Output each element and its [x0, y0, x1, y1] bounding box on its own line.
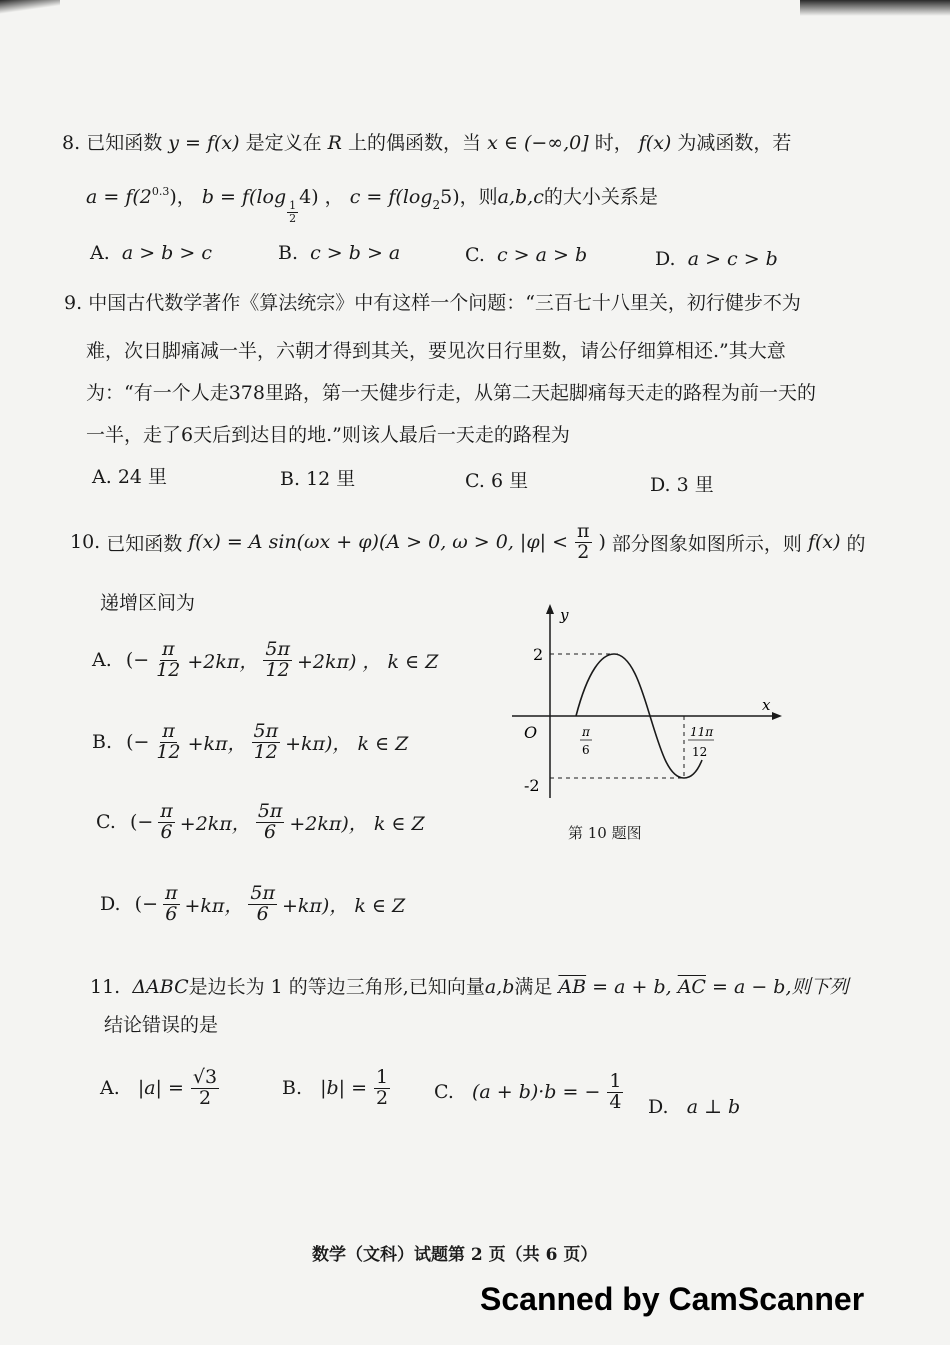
q8-option-d [655, 248, 778, 270]
frac-den: 12 [156, 740, 181, 763]
option-label: C. [434, 1081, 454, 1104]
q8-line1 [62, 128, 791, 155]
option-open: (− [129, 811, 154, 834]
q8-text: 为减函数，若 [677, 132, 792, 154]
frac-num: 5π [265, 638, 290, 660]
x2-label-num: 11π [690, 725, 714, 739]
frac-den: 6 [160, 820, 173, 843]
q8-option-c [465, 244, 587, 266]
q10-line1 [70, 522, 866, 563]
frac-num: 5π [250, 882, 275, 904]
option-frac1 [154, 640, 182, 681]
frac-den: 6 [264, 820, 277, 843]
option-frac2 [248, 884, 277, 925]
q11-option-b [282, 1068, 391, 1109]
option-text: 6 里 [490, 470, 529, 492]
option-label: C. [465, 244, 485, 266]
option-frac [191, 1068, 219, 1109]
q11-line2: 结论错误的是 [104, 1014, 219, 1036]
q8-text: 时， [594, 132, 633, 154]
q10-line2: 递增区间为 [100, 592, 196, 614]
option-text: 3 里 [676, 474, 714, 496]
q8-function: y = f(x) [168, 132, 240, 154]
q10-fx: f(x) [807, 531, 841, 554]
option-text: c > a > b [497, 244, 588, 266]
option-label: A. [100, 1077, 120, 1100]
q10-number: 10. [70, 531, 101, 554]
frac-den: 6 [256, 902, 269, 925]
q8-a-exponent: 0.3 [151, 185, 170, 198]
q8-b-base-num: 1 [289, 199, 297, 212]
q8-abc: a,b,c [497, 186, 544, 208]
q11-text: 满足 [514, 976, 553, 998]
option-end: +2kπ) ， k ∈ Z [296, 650, 439, 673]
page-footer: 数学（文科）试题第 2 页（共 6 页） [312, 1245, 598, 1265]
option-lhs: |b| = [320, 1077, 367, 1100]
q8-punct: )， [169, 186, 196, 208]
q10-option-a [92, 640, 438, 681]
option-open: (− [126, 731, 150, 754]
q8-number: 8. [62, 132, 81, 154]
frac-num: 5π [253, 720, 279, 742]
q10-formula: f(x) = A sin(ωx + φ)(A > 0, ω > 0, |φ| < [188, 531, 568, 554]
frac-num: √3 [192, 1066, 218, 1088]
option-text: a > c > b [687, 248, 778, 270]
frac-num: π [577, 520, 590, 542]
frac-num: π [162, 638, 175, 660]
option-text: 24 里 [117, 466, 168, 488]
frac-num: 1 [376, 1066, 389, 1088]
option-label: D. [655, 248, 676, 270]
option-end: +kπ)， k ∈ Z [282, 894, 406, 917]
option-frac [607, 1072, 623, 1113]
q8-tail: 的大小关系是 [543, 186, 658, 208]
q8-text: 已知函数 [86, 132, 163, 154]
option-end: +2kπ)， k ∈ Z [289, 812, 425, 835]
q10-option-c [96, 802, 425, 843]
q9-option-b [280, 464, 355, 491]
q8-line2 [86, 182, 658, 224]
option-frac2 [263, 640, 292, 681]
option-frac1 [163, 884, 180, 925]
q10-intro: 已知函数 [106, 532, 183, 555]
option-lhs: |a| = [137, 1077, 184, 1100]
q11-option-c [434, 1072, 624, 1113]
q8-option-b [278, 242, 400, 264]
q10-caption: 第 10 题图 [568, 824, 642, 842]
q9-line1 [64, 288, 801, 315]
q8-c-base: 2 [432, 198, 441, 212]
q10-close: ) [598, 531, 606, 554]
q11-text: 是边长为 1 的等边三角形,已知向量 [188, 976, 485, 998]
q11-eq2: = a − b,则下列 [712, 976, 849, 998]
q11-line1 [90, 972, 849, 999]
option-end: +kπ)， k ∈ Z [285, 732, 409, 755]
option-label: B. [282, 1077, 303, 1100]
scan-shadow-left [0, 0, 60, 14]
option-frac [374, 1068, 390, 1109]
option-lhs: (a + b)·b = − [471, 1081, 601, 1104]
q11-vectors: a,b [484, 976, 515, 998]
option-text: 12 里 [306, 468, 356, 490]
option-label: D. [650, 474, 671, 496]
option-mid: +2kπ， [187, 650, 259, 673]
q8-interval: x ∈ (−∞,0] [487, 132, 589, 154]
q10-option-d [100, 884, 405, 925]
option-frac1 [154, 722, 182, 763]
q11-number: 11. [90, 976, 121, 998]
q10-sine-graph [500, 598, 790, 810]
option-open: (− [134, 893, 158, 916]
ymax-label: 2 [533, 645, 544, 664]
frac-num: π [162, 720, 175, 742]
q9-text: 中国古代数学著作《算法统宗》中有这样一个问题：“三百七十八里关，初行健步不为 [88, 292, 801, 314]
scan-shadow-right [800, 0, 950, 16]
frac-den: 2 [577, 540, 590, 563]
x-axis-label: x [762, 696, 771, 714]
option-label: A. [90, 242, 110, 264]
option-label: B. [92, 731, 113, 754]
option-text: c > b > a [310, 242, 401, 264]
frac-den: 2 [376, 1086, 389, 1109]
q8-real-set: R [327, 132, 342, 154]
option-frac2 [252, 722, 281, 763]
option-label: C. [96, 811, 116, 834]
q11-vector-AB: $\overline{AB}$ [558, 976, 587, 998]
option-label: D. [648, 1096, 669, 1118]
q8-b-base [287, 200, 298, 224]
frac-num: π [160, 800, 173, 822]
origin-label: O [524, 723, 538, 742]
option-frac1 [158, 802, 175, 843]
q10-option-b [92, 722, 408, 763]
q9-option-a [92, 462, 167, 489]
q8-text: 上的偶函数，当 [348, 132, 482, 154]
frac-den: 12 [156, 658, 181, 681]
q10-phi-bound [575, 522, 592, 563]
frac-num: π [165, 882, 178, 904]
frac-den: 4 [609, 1090, 622, 1113]
q11-vector-AC: $\overline{AC}$ [677, 976, 706, 998]
frac-den: 6 [165, 902, 178, 925]
q8-a-def: a = f(2 [86, 186, 152, 208]
q8-b-arg: 4) ， [299, 186, 344, 208]
q9-option-d [650, 470, 714, 497]
frac-num: 1 [609, 1070, 622, 1092]
q9-line4: 一半，走了6天后到达目的地.”则该人最后一天走的路程为 [86, 424, 570, 446]
option-text: a > b > c [121, 242, 212, 264]
option-lhs: a ⊥ b [686, 1096, 741, 1118]
x2-label-den: 12 [692, 745, 708, 759]
x1-label-num: π [582, 725, 590, 739]
option-label: C. [465, 470, 485, 492]
q8-b-def: b = f(log [201, 186, 287, 208]
q8-b-base-den: 2 [289, 211, 297, 225]
option-label: A. [92, 466, 112, 488]
option-mid: +kπ， [184, 894, 244, 917]
q9-line3: 为：“有一个人走378里路，第一天健步行走，从第二天起脚痛每天走的路程为前一天的 [86, 382, 816, 404]
frac-num: 5π [257, 800, 283, 822]
frac-den: 12 [265, 658, 290, 681]
q11-option-a [100, 1068, 220, 1109]
q11-option-d [648, 1096, 740, 1118]
ymin-label: -2 [524, 776, 540, 795]
q9-option-c [465, 466, 528, 493]
q11-eq1: = a + b, [592, 976, 672, 998]
q8-option-a [90, 242, 212, 264]
option-label: B. [280, 468, 301, 490]
q8-fx: f(x) [638, 132, 672, 154]
x-axis-arrow-icon [772, 712, 782, 720]
q8-c-def: c = f(log [349, 186, 433, 208]
q8-text: 是定义在 [245, 132, 322, 154]
q10-tail2: 的 [846, 532, 866, 555]
option-label: B. [278, 242, 299, 264]
option-mid: +2kπ， [179, 812, 251, 835]
q8-c-arg: 5)，则 [440, 186, 498, 208]
y-axis-label: y [560, 606, 569, 624]
option-mid: +kπ， [187, 732, 247, 755]
frac-den: 2 [198, 1086, 212, 1109]
q10-tail: 部分图象如图所示，则 [611, 532, 802, 555]
option-frac2 [256, 802, 285, 843]
camscanner-watermark: Scanned by CamScanner [480, 1281, 865, 1317]
option-label: D. [100, 893, 121, 916]
q11-triangle: ΔABC [132, 976, 189, 998]
option-label: A. [92, 649, 112, 672]
option-open: (− [125, 649, 150, 672]
q9-line2: 难，次日脚痛减一半，六朝才得到其关，要见次日行里数，请公仔细算相还.”其大意 [86, 340, 786, 362]
x1-label-den: 6 [582, 743, 590, 757]
y-axis-arrow-icon [546, 604, 554, 614]
q9-number: 9. [64, 292, 83, 314]
frac-den: 12 [253, 740, 278, 763]
